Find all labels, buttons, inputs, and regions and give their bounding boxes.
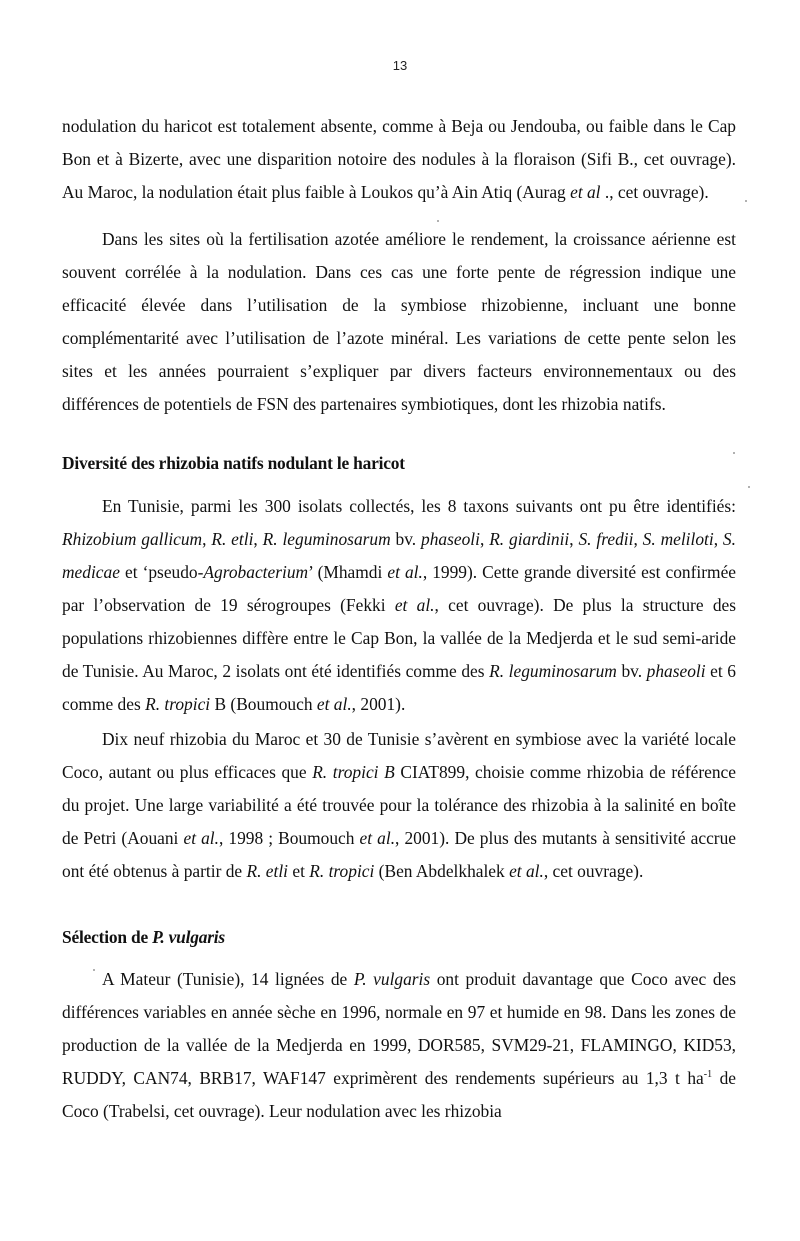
- italic-text: R. tropici: [145, 694, 211, 714]
- text-run: ., cet ouvrage).: [600, 182, 709, 202]
- text-run: de Coco (Trabelsi, cet ouvrage). Leur nodulation avec les rhizobia: [62, 1068, 736, 1121]
- text-run: , 1999). Cette grande diversité est confirmée par l’observation de 19 sérogroupes (Fekki: [62, 562, 737, 615]
- italic-text: Agrobacterium: [203, 562, 309, 582]
- scan-speck: [437, 220, 439, 222]
- text-run: Sélection de: [62, 927, 153, 947]
- text-run: , 2001). De plus des mutants à sensitivité accrue ont été obtenus à partir de: [62, 828, 736, 881]
- italic-text: Rhizobium gallicum: [62, 529, 203, 549]
- italic-text: et al.: [509, 861, 544, 881]
- text-run: , 2001).: [351, 694, 406, 714]
- italic-text: et al.: [394, 595, 435, 615]
- paragraph: [62, 490, 736, 721]
- text-run: ’ (Mhamdi: [308, 562, 388, 582]
- section-intro-continuation: [62, 110, 736, 421]
- text-run: CIAT899, choisie comme rhizobia de référence du projet. Une large variabilité a été trouvée pour la tolérance des rhizobia à la salinité en boîte de Petri (Aouani: [62, 762, 736, 848]
- text-run: (Ben Abdelkhalek: [374, 861, 510, 881]
- text-run: ,: [633, 529, 643, 549]
- italic-text: P. vulgaris: [353, 969, 431, 989]
- scan-speck: [93, 969, 95, 971]
- italic-text: R. tropici: [309, 861, 375, 881]
- italic-text: et al.: [359, 828, 396, 848]
- superscript-text: -1: [703, 1069, 713, 1080]
- text-run: nodulation du haricot est totalement absente, comme à Beja ou Jendouba, ou faible dans le Cap Bon et à Bizerte, avec une disparition notoire des nodules à la floraison (Sifi B., cet ouvrage). Au Maroc, la nodulation était plus faible à Loukos qu’à Ain Atiq (Aurag: [62, 116, 736, 202]
- italic-text: R. etli: [246, 861, 289, 881]
- text-run: ,: [479, 529, 490, 549]
- text-run: , cet ouvrage). De plus la structure des populations rhizobiennes diffère entre le Cap Bon, la vallée de la Medjerda et le sud semi-aride de Tunisie. Au Maroc, 2 isolats ont été identifiés comme des: [62, 595, 736, 681]
- italic-text: S. meliloti: [642, 529, 714, 549]
- paragraph: [62, 110, 736, 209]
- italic-text: et al.: [183, 828, 219, 848]
- italic-text: R. etli: [211, 529, 254, 549]
- text-run: Dix neuf rhizobia du Maroc et 30 de Tunisie s’avèrent en symbiose avec la variété locale Coco, autant ou plus efficaces que: [62, 729, 736, 782]
- page-number: 13: [392, 58, 408, 73]
- italic-text: R. leguminosarum: [489, 661, 617, 681]
- italic-text: R. giardinii: [489, 529, 570, 549]
- section-selection: [62, 963, 736, 1128]
- text-run: A Mateur (Tunisie), 14 lignées de: [102, 969, 354, 989]
- paragraph: [62, 223, 736, 421]
- text-run: ,: [253, 529, 263, 549]
- text-run: et ‘pseudo-: [119, 562, 204, 582]
- section-diversite: [62, 490, 736, 888]
- text-run: B (Boumouch: [210, 694, 317, 714]
- scan-speck: [745, 200, 747, 202]
- paragraph: [62, 723, 736, 888]
- text-run: ,: [569, 529, 579, 549]
- text-run: bv.: [616, 661, 647, 681]
- text-run: , cet ouvrage).: [543, 861, 644, 881]
- text-run: et 6 comme des: [62, 661, 736, 714]
- scan-speck: [733, 452, 735, 454]
- text-run: Dans les sites où la fertilisation azotée améliore le rendement, la croissance aérienne est souvent corrélée à la nodulation. Dans ces cas une forte pente de régression indique une efficacité élevée dans l’utilisation de la symbiose rhizobienne, incluant une bonne complémentarité avec l’utilisation de l’azote minéral. Les variations de cette pente selon les sites et les années pourraient s’expliquer par divers facteurs environnementaux ou des différences de potentiels de FSN des partenaires symbiotiques, dont les rhizobia natifs.: [62, 229, 736, 414]
- paragraph: [62, 963, 736, 1128]
- text-run: bv.: [390, 529, 422, 549]
- text-run: ,: [202, 529, 212, 549]
- text-run: En Tunisie, parmi les 300 isolats collectés, les 8 taxons suivants ont pu être identifiés:: [102, 496, 736, 516]
- text-run: Diversité des rhizobia natifs nodulant le haricot: [62, 453, 405, 473]
- italic-text: S. fredii: [578, 529, 634, 549]
- italic-text: phaseoli: [646, 661, 706, 681]
- italic-text: P. vulgaris: [152, 927, 225, 947]
- italic-text: R. leguminosarum: [262, 529, 391, 549]
- italic-text: R. tropici B: [312, 762, 395, 782]
- italic-text: et al.: [316, 694, 352, 714]
- section-heading-selection: [62, 927, 225, 948]
- italic-text: phaseoli: [421, 529, 480, 549]
- text-run: ont produit davantage que Coco avec des différences variables en année sèche en 1996, normale en 97 et humide en 98. Dans les zones de production de la vallée de la Medjerda en 1999, DOR585, SVM29-21, FLAMINGO, KID53, RUDDY, CAN74, BRB17, WAF147 exprimèrent des rendements supérieurs au 1,3 t ha: [62, 969, 736, 1088]
- text-run: et: [288, 861, 310, 881]
- scan-speck: [748, 486, 750, 488]
- italic-text: S. medicae: [62, 529, 736, 582]
- section-heading-diversite: [62, 453, 405, 474]
- text-run: , 1998 ; Boumouch: [218, 828, 360, 848]
- text-run: ,: [713, 529, 723, 549]
- italic-text: et al.: [387, 562, 423, 582]
- italic-text: et al: [570, 182, 601, 202]
